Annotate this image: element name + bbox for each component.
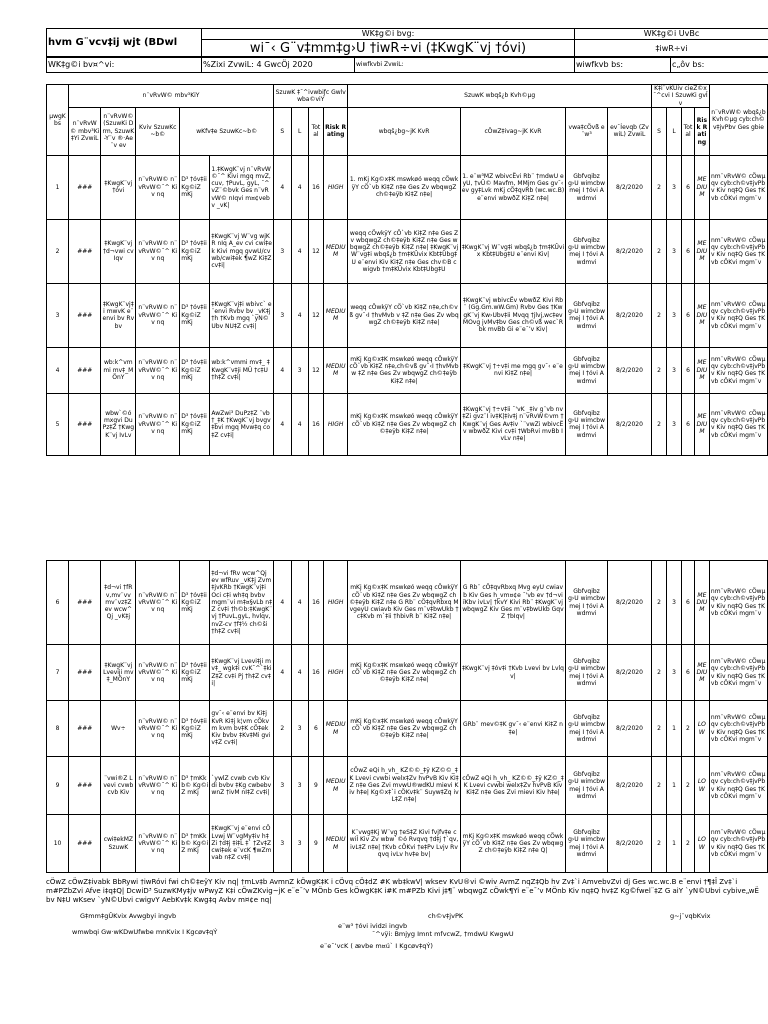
activity-name-label: WK‡g©i bvg: (202, 29, 575, 40)
row-responsible: Gbfvqibz g›U wimcbw mej I †óvi Awdmvi (566, 155, 608, 219)
created-date-field: %Zixi ZvwiL: 4 GwcÖj 2020 (202, 57, 355, 73)
row-date: 8/2/2020 (607, 283, 651, 347)
risk-register-table-part2 (46, 560, 768, 873)
footer-assessor: G‡mm‡gÛKvix Avwgbyi ingvb (80, 912, 177, 920)
activity-type-label: WK‡g©i UvBc (575, 29, 768, 40)
row-responsible: Gbfvqibz g›U wimcbw mej I †óvi Awdmvi (566, 347, 608, 393)
row-existing-control: K¨vwg‡Kj W¨vg †eS‡Z Kivi fvjfv‡e cwiÎ Kiv Zv wbw`©ó Rvqvq †d‡j †`qv, ivL‡Z n‡e| †Kvb cÖKvi †e‡Pv Lvjv Rvqvq ivLv hv‡e bv| (348, 815, 460, 873)
col-existing-control-header: wbqš¿bg~jK KvR (348, 107, 460, 155)
row-existing-control: mKj Kg©x‡K mswkøó weqq cÖwkÿY cÖ`vb Ki‡Z n‡e Ges Zv wbqwgZ ch©‡eÿb Ki‡Z n‡e| (348, 701, 460, 757)
row-total: 16 (308, 645, 323, 701)
row-total: 9 (308, 757, 323, 815)
footer-reviewer-name: e¨w³ †óvi ividzi ingvb (338, 922, 408, 930)
row-existing-control: mKj Kg©x‡K mswkøó weqq cÖwkÿY cÖ`vb Ki‡Z n‡e Ges Zv wbqwgZ ch©‡eÿb Ki‡Z n‡e| (348, 393, 460, 455)
row-severity: 2 (274, 701, 291, 757)
row-persons: D³ †óv‡ii Kg©iZ mKj (180, 283, 210, 347)
row-risk-rating: MEDIUM (323, 219, 347, 283)
revision-date-field: wiwfkvbi ZvwiL: (355, 57, 575, 73)
row-severity2: 2 (651, 561, 666, 645)
col-responsible-header: vwa‡cÖvß e¨w³ (566, 107, 608, 155)
row-severity: 3 (274, 219, 291, 283)
row-risk-rating: HIGH (323, 561, 347, 645)
col-risk2-header: Risk Rating (694, 107, 709, 155)
document-meta-row (46, 56, 768, 73)
row-additional-control: ‡KwgK¨vj ‡óv‡i †Kvb Lvevi bv Lvlqv| (460, 645, 565, 701)
col-date-header: ev¯Íevqb (ZvwiL) ZvwiL (607, 107, 651, 155)
row-additional-control: GRb¨ mev©‡K gv¯‹ e¨envi Ki‡Z n‡e| (460, 701, 565, 757)
row-risk-rating2: MEDIUM (694, 393, 709, 455)
col-total-header: Total (308, 107, 323, 155)
row-hazard-no: ### (69, 701, 101, 757)
row-likelihood2: 3 (667, 561, 682, 645)
row-likelihood: 3 (291, 347, 308, 393)
footer-manager: e¨e¯’vcK ( ævbe m¤ú` I Kgcøv‡qÝ) (320, 942, 433, 950)
row-effect: `ywlZ cvwb cvb Kiv di bvbv ‡Kg cwbebvwnZ †ivM nI‡Z cv‡i| (210, 757, 274, 815)
row-persons: D³ †óv‡ii Kg©iZ mKj (180, 561, 210, 645)
row-likelihood: 4 (291, 155, 308, 219)
row-responsible: Gbfvqibz g›U wimcbw mej I †óvi Awdmvi (566, 701, 608, 757)
row-additional-control: ‡KwgK¨vj †÷v‡ii ¯'vK _‡iv g¨vb nv‡Zi gvz¨I iv‡K|‡iv‡j n¨vRvW©vm †KwgK¨vj Ges Av‡iv `¨vwZi wbivcËv wbwðZ Kivi cv‡i †WbRvi mvBb IvLv n‡e| (460, 393, 565, 455)
row-remark: nm¨vRvW© cÖwµqv cyb:ch©v‡jvPbv Kiv nq‡Q Ges †Kvb cÖKvi mgm¨v (709, 757, 767, 815)
row-likelihood2: 3 (667, 347, 682, 393)
row-risk-rating: MEDIUM (323, 757, 347, 815)
row-serial: 7 (47, 645, 69, 701)
row-hazard-no: ### (69, 393, 101, 455)
risk-register-table-part1 (46, 84, 768, 456)
row-serial: 8 (47, 701, 69, 757)
row-persons: D³ †óv‡ii Kg©iZ mKj (180, 155, 210, 219)
row-remark: nm¨vRvW© cÖwµqv cyb:ch©v‡jvPbv Kiv nq‡Q Ges †Kvb cÖKvi mgm¨v (709, 283, 767, 347)
row-likelihood2: 1 (667, 815, 682, 873)
row-risk-rating2: LOW (694, 757, 709, 815)
col-risk-header: Risk Rating (323, 107, 347, 155)
summary-note: cÖwZ cÖwZ‡ivabk BbRywi †iwRóvi fwi ch©‡eÿY Kiv nq| †mLv‡b AvmnZ kÖwgK‡K i cÖvq cÖ‡dZ #K wb‡kwV| wksev KvU®vi ©wiv AvmZ nqZ‡Qb hv Zv‡`i AmvebvZvi dj Ges wc.wc.B e¨envi †¶‡Î Zv‡`i m#PZbZvi Afve i‡q‡Q| DcwiD³ SuzwKMy‡jv wPwyZ K‡i cÖwZKvig~jK e¨e¯’v MÖnb Ges kÖwgK‡K i#K m#PZb Kivi j‡¶¨ wbqwgZ cÖwk¶Yi e¨e¯’v MÖnb Kiv nq‡Q hv‡Z Kg©fwel¨‡Z G aiY `yN©Ubvi cybive„wË bv N‡U wKsev `yN©Ubvi cwigvY AebKv‡k Kwg‡q Avbv m¤¢e nq| (46, 878, 759, 904)
row-existing-control: mKj Kg©x‡K mswkøó weqq cÖwkÿY cÖ`vb Ki‡Z n‡e,ch©vß gv¯‹I †hvMvb w ‡Z n‡e Ges Zv wbqwgZ ch©‡eÿb Ki‡Z n‡e| (348, 347, 460, 393)
row-who: n¨vRvW© n¨vRvW©¯^ Kiv nq (136, 283, 180, 347)
row-who: n¨vRvW© n¨vRvW©¯^ Kiv nq (136, 701, 180, 757)
document-header (46, 28, 768, 58)
row-risk-rating: MEDIUM (323, 283, 347, 347)
row-date: 8/2/2020 (607, 561, 651, 645)
row-hazard: ¨vwi®Z Lvevi cvwb cvb Kiv (101, 757, 136, 815)
row-total: 12 (308, 219, 323, 283)
row-effect: ‡KwgK¨vj‡i wbivc` e¨envi Rvbv bv _vK‡j †h †Kvb mgq `yN©Ubv NU‡Z cv‡i| (210, 283, 274, 347)
page-number-field: c„ôv bs: (671, 57, 768, 73)
row-risk-rating: HIGH (323, 155, 347, 219)
row-persons: D³ †óv‡ii Kg©iZ mKj (180, 701, 210, 757)
row-additional-control: ‡KwgK¨vj †÷v‡i me mgq gv¯‹ e¨envi Ki‡Z n‡e| (460, 347, 565, 393)
row-hazard-no: ### (69, 347, 101, 393)
row-remark: nm¨vRvW© cÖwµqv cyb:ch©v‡jvPbv Kiv nq‡Q Ges †Kvb cÖKvi mgm¨v (709, 561, 767, 645)
row-date: 8/2/2020 (607, 347, 651, 393)
row-effect: ‡KwgK¨vj W¨vg wjKR nIq A_ev cvi cwi‡ek Kivi mgq gvwU/cvwb/cwi‡ek ¶wZ Ki‡Z cv‡i| (210, 219, 274, 283)
col-l2-header: L (667, 107, 682, 155)
row-responsible: Gbfvqibz g›U wimcbw mej I †óvi Awdmvi (566, 561, 608, 645)
company-title: hvm G¨vcv‡ij wjt (BDwl (47, 29, 202, 58)
row-responsible: Gbfvqibz g›U wimcbw mej I †óvi Awdmvi (566, 815, 608, 873)
row-severity2: 2 (651, 815, 666, 873)
row-effect: AwZwi³ DuPz‡Z ¨vb †_‡K †KwgK¨vj bvgv‡bvi mgq Mvw‡q co‡Z cv‡i| (210, 393, 274, 455)
row-remark: nm¨vRvW© cÖwµqv cyb:ch©v‡jvPbv Kiv nq‡Q Ges †Kvb cÖKvi mgm¨v (709, 219, 767, 283)
row-severity: 3 (274, 757, 291, 815)
row-likelihood2: 3 (667, 283, 682, 347)
row-hazard: ‡KwgK¨vj †óvi (101, 155, 136, 219)
row-persons: D³ †óv‡ii Kg©iZ mKj (180, 219, 210, 283)
col-s-header: S (274, 107, 291, 155)
row-severity: 4 (274, 347, 291, 393)
row-total: 16 (308, 393, 323, 455)
row-who: n¨vRvW© n¨vRvW©¯^ Kiv nq (136, 645, 180, 701)
col-who-header: Kviv SzuwKc~b© (136, 107, 180, 155)
footer-reviewer: ch©v‡jvPK (428, 912, 464, 920)
row-remark: nm¨vRvW© cÖwµqv cyb:ch©v‡jvPbv Kiv nq‡Q Ges †Kvb cÖKvi mgm¨v (709, 701, 767, 757)
row-likelihood: 4 (291, 645, 308, 701)
row-risk-rating2: LOW (694, 815, 709, 873)
row-total2: 2 (682, 815, 695, 873)
table-row (47, 757, 768, 815)
col-remark-header: n¨vRvW© wbqš¿b Kvh©µg cyb:ch©v‡jvPbv Ges gbie (709, 85, 767, 156)
row-responsible: Gbfvqibz g›U wimcbw mej I †óvi Awdmvi (566, 219, 608, 283)
row-severity2: 2 (651, 757, 666, 815)
row-hazard: ‡KwgK¨vj †d¬vwi cvIqv (101, 219, 136, 283)
row-serial: 3 (47, 283, 69, 347)
row-date: 8/2/2020 (607, 155, 651, 219)
row-existing-control: weqq cÖwkÿY cÖ`vb Ki‡Z n‡e Ges Zv wbqwgZ ch©‡eÿb Ki‡Z n‡e Ges wbqwgZ ch©‡eÿb Ki‡Z n‡e| ‡KwgK¨vj W¨vg‡i wbqš¿b †m‡KÛvix Kbt‡Ubg‡U e¨envi Kiv Ki‡Z n‡e Ges chv©B cwigvb †m‡KÛvix Kbt‡Ubg‡U (348, 219, 460, 283)
row-effect: wb:k^vmmi mv‡_ ‡KwgK¨v‡ji MÜ †c‡U †h‡Z cv‡i| (210, 347, 274, 393)
row-date: 8/2/2020 (607, 815, 651, 873)
table-row (47, 393, 768, 455)
row-existing-control: mKj Kg©x‡K mswkøó weqq cÖwkÿY cÖ`vb Ki‡Z n‡e Ges Zv wbqwgZ ch©‡eÿb Ki‡Z n‡e G Rb¨ cÖ‡qvRbxq MvgeyU cwiavb Kiv Ges m¨v‡bwUkb †c‡Kvb m`‡ii †hbivR b¨ Ki‡Z n‡e| (348, 561, 460, 645)
document-title: wi¯‹ G¨v‡mm‡g›U †iwR÷vi (‡KwgK¨vj †óvi) (202, 40, 575, 58)
row-hazard-no: ### (69, 645, 101, 701)
row-risk-rating: MEDIUM (323, 701, 347, 757)
row-date: 8/2/2020 (607, 757, 651, 815)
row-persons: D³ †mKkb© Kg©iZ mKj (180, 815, 210, 873)
footer-evaluator: g~j¨vqbKvix (670, 912, 711, 920)
row-who: n¨vRvW© n¨vRvW©¯^ Kiv nq (136, 815, 180, 873)
row-serial: 2 (47, 219, 69, 283)
row-likelihood: 3 (291, 701, 308, 757)
row-risk-rating2: MEDIUM (694, 347, 709, 393)
row-responsible: Gbfvqibz g›U wimcbw mej I †óvi Awdmvi (566, 645, 608, 701)
row-serial: 6 (47, 561, 69, 645)
row-risk-rating: HIGH (323, 393, 347, 455)
row-hazard: ‡d¬vi †fRv,mv¨vv mv¨vz‡Z ev wcw^Qj _vK‡j (101, 561, 136, 645)
row-effect: ‡d¬vi fRv wcw^Qj ev wfRuv _vK‡j Zvm‡jvKRb †KwgK¨vj‡i Oci c‡i wh‡q bvbv mgm¨vi m‡¤§vLb n‡Z cv‡i †h©b:‡KwgK¨vj †PuvL,gyL, hvlqv,nvZ-cv †f‡½ ch©ši †h‡Z cv‡i| (210, 561, 274, 645)
row-who: n¨vRvW© n¨vRvW©¯^ Kiv nq (136, 219, 180, 283)
row-likelihood2: 1 (667, 701, 682, 757)
row-severity2: 2 (652, 283, 667, 347)
row-existing-control: 1. mKj Kg©x‡K mswkøó weqq cÖwkÿY cÖ`vb Ki‡Z n‡e Ges Zv wbqwgZ ch©‡eÿb Ki‡Z n‡e| (348, 155, 460, 219)
row-additional-control: G Rb¨ cÖ‡qvRbxq Mvg eyU cwiavb Kiv Ges h_vm¤¢e ¯'vb ev †d¬vi ïKbv ivLv| †kvY Kivi Rb¨ ‡KwgK¨vj wbqwgZ Kiv Ges m¨v‡bwUkb GqvZ †bIqv| (460, 561, 565, 645)
row-total2: 6 (682, 155, 695, 219)
row-likelihood: 4 (291, 283, 308, 347)
activity-number-field: WK‡g©i bv¤^vi: (47, 57, 202, 73)
row-hazard: Wv÷ (101, 701, 136, 757)
col-l-header: L (291, 107, 308, 155)
row-serial: 1 (47, 155, 69, 219)
row-likelihood: 4 (291, 393, 308, 455)
row-severity: 3 (274, 283, 291, 347)
row-risk-rating2: MEDIUM (694, 155, 709, 219)
row-effect: ‡KwgK¨vj e¨envi cÖ Lvwj W¨vgMy‡iv h‡Zi †d‡j ‡i‡L ‡` †Zv‡Z cwi‡ek e¨vcK ¶wZmvab n‡Z cv‡i| (210, 815, 274, 873)
row-date: 8/2/2020 (607, 219, 651, 283)
row-total2: 2 (682, 757, 695, 815)
row-serial: 5 (47, 393, 69, 455)
register-label: ‡iwR÷vi (575, 40, 768, 58)
row-effect: ‡KwgK¨vj Lvevi‡ji mv‡_ wgk‡i cvK¯^`‡ki Z‡Z cv‡i Pj †h‡Z cv‡i| (210, 645, 274, 701)
table-row (47, 155, 768, 219)
revision-number-field: wiwfkvb bs: (575, 57, 671, 73)
row-hazard-no: ### (69, 815, 101, 873)
col-effect-header: wKfv‡e SzuwKc~b© (180, 107, 274, 155)
row-who: n¨vRvW© n¨vRvW©¯^ Kiv nq (136, 757, 180, 815)
row-severity: 3 (274, 815, 291, 873)
row-likelihood: 3 (291, 757, 308, 815)
row-total: 12 (308, 347, 323, 393)
row-severity2: 2 (652, 393, 667, 455)
row-likelihood2: 3 (667, 155, 682, 219)
col-hazard-no-header: n¨vRvW© mbv³Ki‡Yi ZvwiL (69, 107, 101, 155)
residual-risk-group-header: K‡i¨vKUiv cieZ©x ¯^cvi I SzuwKi gvÎv (653, 85, 708, 107)
col-total2-header: Total (682, 107, 695, 155)
row-responsible: Gbfvqibz g›U wimcbw mej I †óvi Awdmvi (566, 283, 608, 347)
row-responsible: Gbfvqibz g›U wimcbw mej I †óvi Awdmvi (566, 393, 608, 455)
table-row (47, 815, 768, 873)
row-hazard-no: ### (69, 283, 101, 347)
row-effect: gv¯‹ e¨envi bv Ki‡j KvR Ki‡j k¦vm cÖkvm kvm bv‡K cÖ‡ek Kiv bvbv ‡Kv‡Mi gviv‡Z cv‡i| (210, 701, 274, 757)
row-total: 9 (308, 815, 323, 873)
row-persons: D³ †óv‡ii Kg©iZ mKj (180, 347, 210, 393)
row-severity: 4 (274, 561, 291, 645)
row-total2: 6 (682, 219, 695, 283)
row-likelihood: 3 (291, 815, 308, 873)
row-severity: 4 (274, 645, 291, 701)
row-remark: nm¨vRvW© cÖwµqv cyb:ch©v‡jvPbv Kiv nq‡Q Ges †Kvb cÖKvi mgm¨v (709, 347, 767, 393)
row-risk-rating: HIGH (323, 645, 347, 701)
row-hazard-no: ### (69, 757, 101, 815)
row-likelihood2: 3 (667, 393, 682, 455)
row-responsible: Gbfvqibz g›U wimcbw mej I †óvi Awdmvi (566, 757, 608, 815)
row-likelihood2: 1 (667, 757, 682, 815)
row-total: 16 (308, 155, 323, 219)
row-additional-control: ‡KwgK¨vj wbivcËv wbwðZ Kivi Rb¨ (Gg.Gm.wW.Gm) Rvbv Ges †KwgK¨vj Kw›Ubv‡ii Mvqq †jlvj,wc‡evMOvg jvMv‡bv Ges ch©vß wec`Rbk mvBb Gi e¨e¯’v Kiv| (460, 283, 565, 347)
row-hazard-no: ### (69, 219, 101, 283)
row-likelihood2: 3 (667, 645, 682, 701)
row-persons: D³ †óv‡ii Kg©iZ mKj (180, 393, 210, 455)
table-row (47, 561, 768, 645)
row-hazard: ‡KwgK¨vj‡i mwvK e¨envi bv Rvbv (101, 283, 136, 347)
row-remark: nm¨vRvW© cÖwµqv cyb:ch©v‡jvPbv Kiv nq‡Q Ges †Kvb cÖKvi mgm¨v (709, 155, 767, 219)
footer-assessor-title: wmwbqi Gw·wKDwUfwbe mnKvix I Kgcøv‡qÝ (72, 928, 218, 936)
row-persons: D³ †óv‡ii Kg©iZ mKj (180, 645, 210, 701)
row-risk-rating2: MEDIUM (694, 219, 709, 283)
row-total2: 2 (682, 701, 695, 757)
row-date: 8/2/2020 (607, 393, 651, 455)
row-hazard-no: ### (69, 561, 101, 645)
row-total2: 6 (682, 347, 695, 393)
row-effect: 1.‡KwgK¨vj n¨vRvW©¯^ Kivi mgq mvZ, cuv, †PuvL, gyL, ¯^vZ¨©bvk Ges n¨vRvW© nIqvi m¤¢vebv _vK| (210, 155, 274, 219)
row-additional-control: ‡KwgK¨vj W¨vg‡i wbqš¿b †m‡KÛvix Kbt‡Ubg‡U e¨envi Kiv| (460, 219, 565, 283)
row-severity: 4 (274, 155, 291, 219)
row-additional-control: 1. e¨w³MZ wbivcËvi Rb¨ †mdwU eyU, †vÛ© Mavfm, MMjm Ges gv¯‹ ev gy‡Lvk mKj cÖ‡qvRb (wc.wc.B) e¨envi wbwðZ Ki‡Z n‡e| (460, 155, 565, 219)
row-hazard: cwi‡ekMZ SzuwK (101, 815, 136, 873)
table-row (47, 701, 768, 757)
table-row (47, 283, 768, 347)
row-serial: 4 (47, 347, 69, 393)
row-who: n¨vRvW© n¨vRvW©¯^ Kiv nq (136, 347, 180, 393)
row-severity2: 2 (652, 347, 667, 393)
col-serial-header: µwgK bs (47, 85, 69, 156)
row-additional-control: cÖwZ eQi h_vh_ KZ©©_‡ÿ KZ©_‡K Lvevi cvwbi welx‡Zv hvPvB Kiv Ki‡Z n‡e Ges Zvi mievi Kiv h‡e| (460, 757, 565, 815)
row-risk-rating2: MEDIUM (694, 283, 709, 347)
row-total: 6 (308, 701, 323, 757)
row-total2: 6 (682, 645, 695, 701)
risk-assessment-group-header: SzuwK ‡¯^ivwbiƒc Gwlv wba©viY (274, 85, 348, 108)
table-row (47, 219, 768, 283)
row-total: 12 (308, 283, 323, 347)
row-serial: 10 (47, 815, 69, 873)
row-hazard: wbw`©ó mxgvi DuPz‡Z †KwgK¨vj IvLv (101, 393, 136, 455)
row-total2: 6 (682, 561, 695, 645)
row-additional-control: mKj Kg©x‡K mswkøó weqq cÖwkÿY cÖ`vb Ki‡Z n‡e Ges Zv wbqwgZ ch©‡eÿb Ki‡Z n‡e Q| (460, 815, 565, 873)
row-remark: nm¨vRvW© cÖwµqv cyb:ch©v‡jvPbv Kiv nq‡Q Ges †Kvb cÖKvi mgm¨v (709, 645, 767, 701)
risk-control-group-header: SzuwK wbqš¿b Kvh©µg (348, 85, 652, 108)
hazard-identification-group-header: n¨vRvW© mbv³KiY (69, 85, 274, 108)
row-severity2: 2 (651, 701, 666, 757)
row-persons: D³ †mKkb© Kg©iZ mKj (180, 757, 210, 815)
row-existing-control: cÖwZ eQi h_vh_ KZ©©_‡ÿ KZ©©_‡K Lvevi cvwbi welx‡Zv hvPvB Kiv Ki‡Z n‡e Ges Zvi mvwU®wdKU mievi Kiv h‡e| Kg©x‡`i cÖKv‡k¨ Suyw‡Zq ivL‡Z n‡e| (348, 757, 460, 815)
row-total2: 6 (682, 393, 695, 455)
row-serial: 9 (47, 757, 69, 815)
col-hazard-header: n¨vRvW© (SzuwKi Drm, SzuwK-Y¨v ®·Ae¨v ev (101, 107, 136, 155)
row-hazard: wb:k^vmmi mv‡_MÖnY (101, 347, 136, 393)
row-existing-control: mKj Kg©x‡K mswkøó weqq cÖwkÿY cÖ`vb Ki‡Z n‡e Ges Zv wbqwgZ ch©‡eÿb Ki‡Z n‡e| (348, 645, 460, 701)
row-risk-rating2: MEDIUM (694, 561, 709, 645)
row-risk-rating2: LOW (694, 701, 709, 757)
table-row (47, 645, 768, 701)
row-remark: nm¨vRvW© cÖwµqv cyb:ch©v‡jvPbv Kiv nq‡Q Ges †Kvb cÖKvi mgm¨v (709, 393, 767, 455)
row-date: 8/2/2020 (607, 645, 651, 701)
row-existing-control: weqq cÖwkÿY cÖ`vb Ki‡Z n‡e,ch©vß gv¯‹I †hvMvb v ‡Z n‡e Ges Zv wbqwgZ ch©‡eÿb Ki‡Z n‡e| (348, 283, 460, 347)
row-who: n¨vRvW© n¨vRvW©¯^ Kiv nq (136, 393, 180, 455)
row-likelihood2: 3 (667, 219, 682, 283)
row-likelihood: 4 (291, 219, 308, 283)
row-severity: 4 (274, 393, 291, 455)
row-total2: 6 (682, 283, 695, 347)
row-who: n¨vRvW© n¨vRvW©¯^ Kiv nq (136, 561, 180, 645)
col-additional-control-header: cÖwZ‡ivag~jK KvR (460, 107, 565, 155)
row-hazard: ‡KwgK¨vj Lveviji mv‡_MÖnY (101, 645, 136, 701)
col-s2-header: S (652, 107, 667, 155)
row-remark: nm¨vRvW© cÖwµqv cyb:ch©v‡jvPbv Kiv nq‡Q Ges †Kvb cÖKvi mgm¨v (709, 815, 767, 873)
row-risk-rating: MEDIUM (323, 815, 347, 873)
row-severity2: 2 (651, 645, 666, 701)
row-total: 16 (308, 561, 323, 645)
row-risk-rating: MEDIUM (323, 347, 347, 393)
footer-signature-line: ¯^vÿi: Bmjyg Imnt mfvcwZ, †mdwU KwgwU (372, 930, 514, 938)
row-hazard-no: ### (69, 155, 101, 219)
row-date: 8/2/2020 (607, 701, 651, 757)
row-severity2: 2 (652, 155, 667, 219)
row-severity2: 2 (652, 219, 667, 283)
row-risk-rating2: MEDIUM (694, 645, 709, 701)
row-who: n¨vRvW© n¨vRvW©¯^ Kiv nq (136, 155, 180, 219)
row-likelihood: 4 (291, 561, 308, 645)
table-row (47, 347, 768, 393)
